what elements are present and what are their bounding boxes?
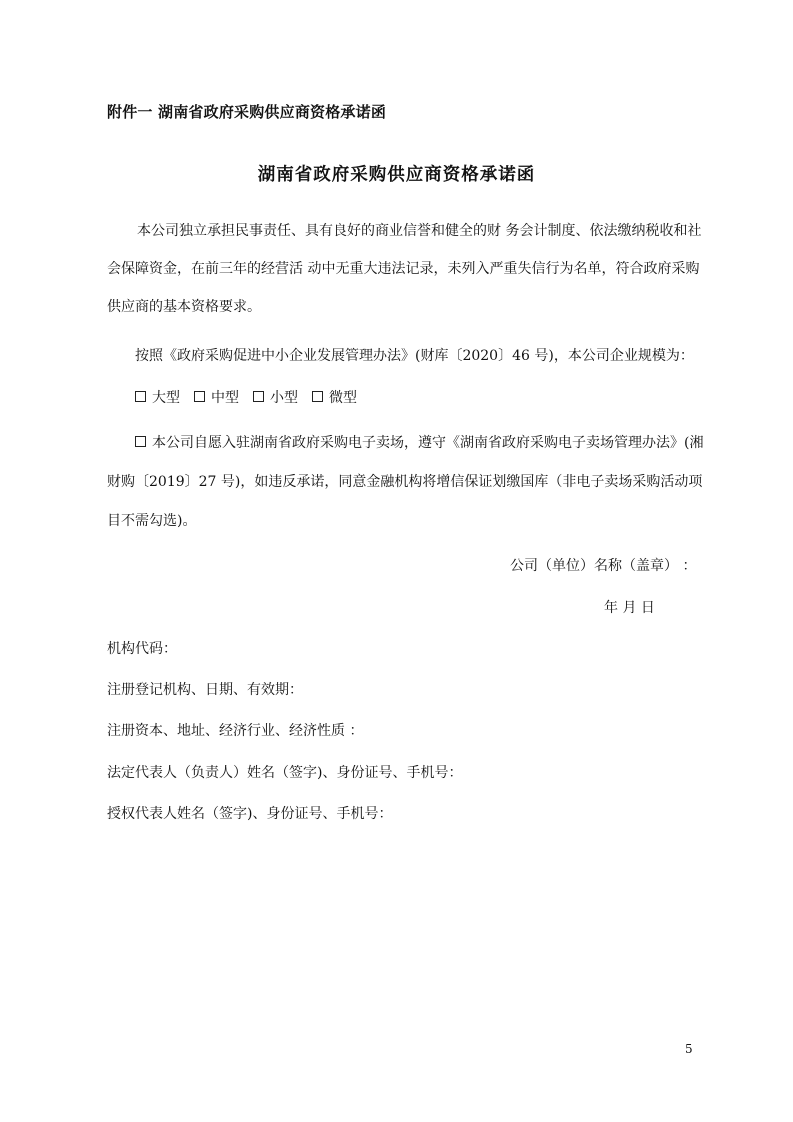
paragraph1-line2: 会保障资金，在前三年的经营活 动中无重大违法记录，未列入严重失信行为名单，符合政府采购 <box>107 261 700 277</box>
checkbox-icon[interactable] <box>135 436 146 447</box>
checkbox-icon[interactable] <box>312 391 323 402</box>
checkbox-icon[interactable] <box>253 391 264 402</box>
paragraph3-line3: 目不需勾选)。 <box>107 513 197 529</box>
checkbox-icon[interactable] <box>194 391 205 402</box>
field-registration: 注册登记机构、日期、有效期： <box>107 682 303 698</box>
size-option-label: 小型 <box>270 390 298 406</box>
date-label: 年 月 日 <box>604 600 655 616</box>
paragraph3-line1-text: 本公司自愿入驻湖南省政府采购电子卖场，遵守《湖南省政府采购电子卖场管理办法》(湘 <box>152 435 704 451</box>
paragraph1-line1: 本公司独立承担民事责任、具有良好的商业信誉和健全的财 务会计制度、依法缴纳税收和社 <box>137 223 702 239</box>
paragraph1-line3: 供应商的基本资格要求。 <box>107 299 261 315</box>
company-seal-label: 公司（单位）名称（盖章） ： <box>510 558 697 574</box>
field-org-code: 机构代码： <box>107 641 177 657</box>
size-option-label: 大型 <box>152 390 180 406</box>
size-option-large[interactable] <box>135 387 180 407</box>
field-legal-rep: 法定代表人（负责人）姓名（签字)、身份证号、手机号： <box>107 765 463 781</box>
enterprise-size-options <box>135 387 371 407</box>
attachment-heading: 附件一 湖南省政府采购供应商资格承诺函 <box>107 103 387 121</box>
size-option-micro[interactable] <box>312 387 357 407</box>
paragraph3-line2: 财购〔2019〕27 号)，如违反承诺，同意金融机构将增信保证划缴国库（非电子卖场采购活动项 <box>107 474 703 490</box>
field-authorized-rep: 授权代表人姓名（签字)、身份证号、手机号： <box>107 806 393 822</box>
size-option-label: 中型 <box>211 390 239 406</box>
size-option-label: 微型 <box>329 390 357 406</box>
paragraph3-line1 <box>135 432 703 452</box>
document-title: 湖南省政府采购供应商资格承诺函 <box>257 165 536 185</box>
paragraph2: 按照《政府采购促进中小企业发展管理办法》(财库〔2020〕46 号)，本公司企业规模为： <box>135 348 694 364</box>
page-number: 5 <box>685 1042 693 1056</box>
size-option-medium[interactable] <box>194 387 239 407</box>
field-capital-address: 注册资本、地址、经济行业、经济性质 ： <box>107 723 364 739</box>
size-option-small[interactable] <box>253 387 298 407</box>
checkbox-icon[interactable] <box>135 391 146 402</box>
